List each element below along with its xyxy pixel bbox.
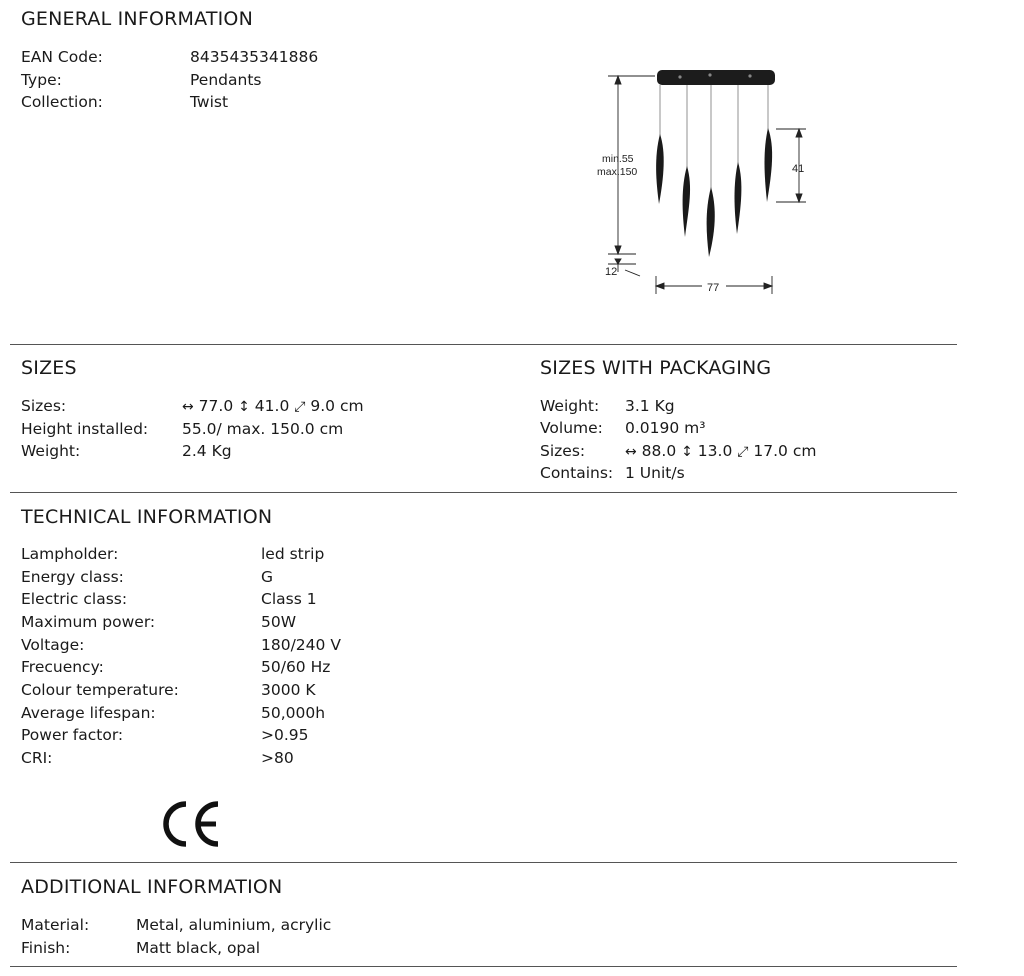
- height-arrow-icon: ↕: [238, 399, 250, 415]
- packaging-contains-label: Contains:: [540, 464, 614, 482]
- type-label: Type:: [21, 71, 62, 89]
- tech-value: 180/240 V: [261, 636, 341, 654]
- tech-label: Electric class:: [21, 590, 128, 608]
- packaging-height: 13.0: [697, 442, 733, 460]
- weight-label: Weight:: [21, 442, 81, 460]
- packaging-volume-label: Volume:: [540, 419, 603, 437]
- height-installed-label: Height installed:: [21, 420, 149, 438]
- pendant-cables: [660, 85, 768, 192]
- tech-value: 50W: [261, 613, 297, 631]
- packaging-weight-value: 3.1 Kg: [625, 397, 675, 415]
- tech-label: Voltage:: [21, 636, 85, 654]
- divider-1: [10, 344, 957, 345]
- tech-value: >0.95: [261, 726, 309, 744]
- packaging-weight-label: Weight:: [540, 397, 600, 415]
- tech-value: 3000 K: [261, 681, 316, 699]
- ean-value: 8435435341886: [190, 48, 319, 66]
- material-value: Metal, aluminium, acrylic: [136, 916, 332, 934]
- weight-value: 2.4 Kg: [182, 442, 232, 460]
- tech-label: Average lifespan:: [21, 704, 156, 722]
- divider-4: [10, 966, 957, 967]
- packaging-width-arrow-icon: ↔: [625, 444, 637, 460]
- tech-value: Class 1: [261, 590, 317, 608]
- packaging-width: 88.0: [641, 442, 677, 460]
- width-label: 77: [707, 282, 720, 294]
- tech-value: >80: [261, 749, 294, 767]
- type-value: Pendants: [190, 71, 262, 89]
- twist-shades: [656, 128, 772, 257]
- width-arrow-icon: ↔: [182, 399, 194, 415]
- finish-label: Finish:: [21, 939, 71, 957]
- general-information-title: GENERAL INFORMATION: [21, 8, 253, 30]
- tech-label: Maximum power:: [21, 613, 156, 631]
- sizes-depth: 9.0 cm: [310, 397, 364, 415]
- collection-label: Collection:: [21, 93, 103, 111]
- sizes-title: SIZES: [21, 357, 77, 379]
- divider-3: [10, 862, 957, 863]
- pendant-dimension-drawing: [580, 62, 820, 302]
- height-installed-value: 55.0/ max. 150.0 cm: [182, 420, 344, 438]
- height-label-min: min.55: [602, 153, 634, 165]
- sizes-width: 77.0: [198, 397, 234, 415]
- tech-value: led strip: [261, 545, 325, 563]
- material-label: Material:: [21, 916, 90, 934]
- collection-value: Twist: [190, 93, 229, 111]
- divider-2: [10, 492, 957, 493]
- packaging-depth-arrow-icon: ⤢: [737, 444, 749, 460]
- tech-label: Frecuency:: [21, 658, 104, 676]
- packaging-height-arrow-icon: ↕: [681, 444, 693, 460]
- tech-label: Colour temperature:: [21, 681, 179, 699]
- packaging-title: SIZES WITH PACKAGING: [540, 357, 772, 379]
- ce-mark-icon: [158, 798, 224, 850]
- tech-value: 50/60 Hz: [261, 658, 331, 676]
- finish-value: Matt black, opal: [136, 939, 261, 957]
- height-label-max: max.150: [597, 166, 638, 178]
- canopy-shape: [657, 70, 775, 85]
- tech-value: G: [261, 568, 274, 586]
- packaging-contains-value: 1 Unit/s: [625, 464, 685, 482]
- tech-label: Energy class:: [21, 568, 124, 586]
- sizes-height: 41.0: [254, 397, 290, 415]
- packaging-sizes-label: Sizes:: [540, 442, 586, 460]
- packaging-depth: 17.0 cm: [753, 442, 817, 460]
- tech-label: Lampholder:: [21, 545, 119, 563]
- tech-label: CRI:: [21, 749, 53, 767]
- ean-label: EAN Code:: [21, 48, 103, 66]
- technical-information-title: TECHNICAL INFORMATION: [21, 506, 273, 528]
- sizes-label: Sizes:: [21, 397, 67, 415]
- tech-label: Power factor:: [21, 726, 124, 744]
- tech-value: 50,000h: [261, 704, 326, 722]
- canopy-height-label: 12: [605, 266, 618, 278]
- depth-arrow-icon: ⤢: [294, 399, 306, 415]
- packaging-volume-value: 0.0190 m³: [625, 419, 706, 437]
- additional-information-title: ADDITIONAL INFORMATION: [21, 876, 283, 898]
- shade-height-label: 41: [792, 163, 805, 175]
